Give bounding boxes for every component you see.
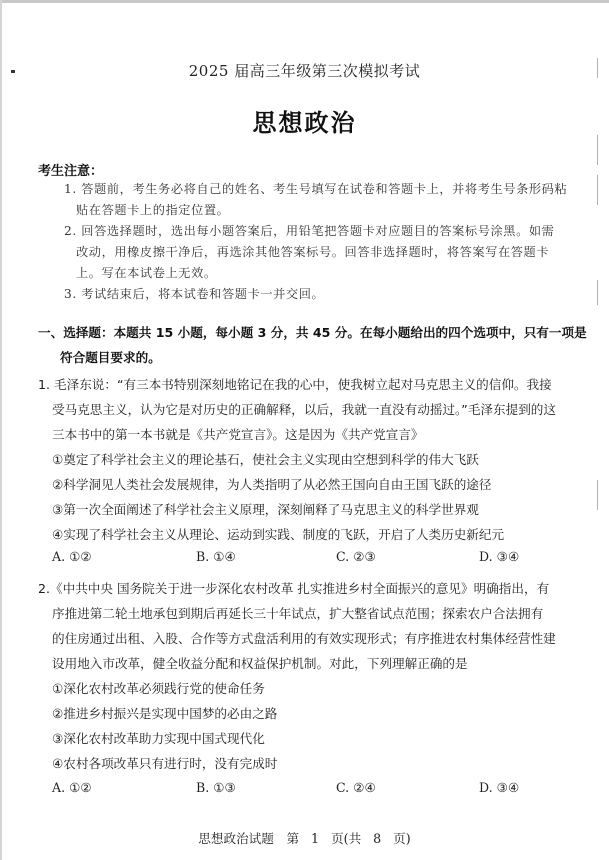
question-1-statement: ④实现了科学社会主义从理论、运动到实践、制度的飞跃，开启了人类历史新纪元 <box>52 527 505 542</box>
exam-title: 2025 届高三年级第三次模拟考试 <box>188 62 421 80</box>
subject-title: 思想政治 <box>252 109 357 137</box>
section-heading-cont: 符合题目要求的。 <box>60 350 161 365</box>
question-2-option-c: C. ②④ <box>336 780 376 795</box>
notice-line: 改动，用橡皮擦干净后，再选涂其他答案标号。回答非选择题时，将答案写在答题卡 <box>76 245 550 259</box>
scan-edge-mark <box>597 135 598 165</box>
question-2-statement: ④农村各项改革只有进行时，没有完成时 <box>52 756 278 771</box>
question-1-option-c: C. ②③ <box>336 549 376 564</box>
question-2-stem: 的住房通过出租、入股、合作等方式盘活利用的有效实现形式；有序推进农村集体经营性建 <box>52 631 556 646</box>
question-1-option-d: D. ③④ <box>479 549 520 564</box>
question-2-stem: 2.《中共中央 国务院关于进一步深化农村改革 扎实推进乡村全面振兴的意见》明确指出，有 <box>38 581 550 596</box>
question-1-statement: ③第一次全面阐述了科学社会主义原理，深刻阐释了马克思主义的科学世界观 <box>52 502 479 517</box>
question-2-option-a: A. ①② <box>52 780 92 795</box>
page-top-border <box>0 0 609 3</box>
question-1-option-b: B. ①④ <box>196 549 236 564</box>
question-2-statement: ②推进乡村振兴是实现中国梦的必由之路 <box>52 706 278 721</box>
question-1-statement: ②科学洞见人类社会发展规律，为人类指明了从必然王国向自由王国飞跃的途径 <box>52 477 492 492</box>
page-footer: 思想政治试题 第 1 页(共 8 页) <box>198 831 411 846</box>
question-1-option-a: A. ①② <box>52 549 92 564</box>
question-1-stem: 1. 毛泽东说：“有三本书特别深刻地铭记在我的心中，使我树立起对马克思主义的信仰。我接 <box>38 377 552 392</box>
notice-heading: 考生注意： <box>38 164 104 179</box>
question-2-option-d: D. ③④ <box>479 780 520 795</box>
question-2-stem: 设用地入市改革，健全收益分配和权益保护机制。对此，下列理解正确的是 <box>52 656 468 671</box>
scan-edge-mark <box>597 175 598 205</box>
notice-line: 上。写在本试卷上无效。 <box>76 266 217 280</box>
scan-edge-mark <box>597 280 598 305</box>
scan-edge-mark <box>597 480 598 510</box>
notice-line: 3. 考试结束后，将本试卷和答题卡一并交回。 <box>64 287 325 301</box>
notice-line: 1. 答题前，考生务必将自己的姓名、考生号填写在试卷和答题卡上，并将考生号条形码粘 <box>64 182 568 196</box>
question-1-stem: 受马克思主义，认为它是对历史的正确解释，以后，我就一直没有动摇过。”毛泽东提到的这 <box>52 402 556 417</box>
section-heading: 一、选择题：本题共 15 小题，每小题 3 分，共 45 分。在每小题给出的四个选项中，只有一项是 <box>38 325 587 340</box>
question-2-statement: ③深化农村改革助力实现中国式现代化 <box>52 731 265 746</box>
notice-line: 2. 回答选择题时，选出每小题答案后，用铅笔把答题卡对应题目的答案标号涂黑。如需 <box>64 224 555 238</box>
question-1-stem: 三本书中的第一本书就是《共产党宣言》。这是因为《共产党宣言》 <box>52 427 424 442</box>
question-2-option-b: B. ①③ <box>196 780 236 795</box>
question-2-stem: 序推进第二轮土地承包到期后再延长三十年试点，扩大整省试点范围；探索农户合法拥有 <box>52 606 544 621</box>
question-1-statement: ①奠定了科学社会主义的理论基石，使社会主义实现由空想到科学的伟大飞跃 <box>52 452 479 467</box>
notice-line: 贴在答题卡上的指定位置。 <box>76 203 230 217</box>
question-2-statement: ①深化农村改革必须践行党的使命任务 <box>52 681 265 696</box>
